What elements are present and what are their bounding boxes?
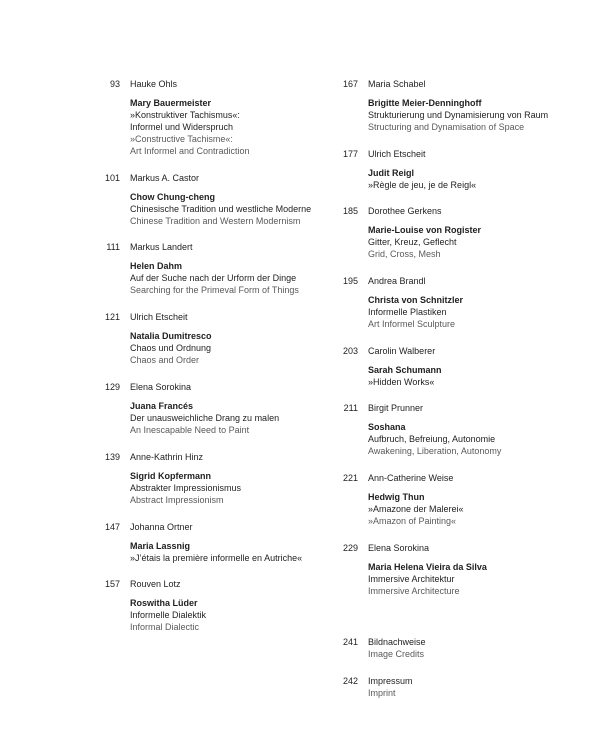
- title-german: »Règle de jeu, je de Reigl«: [368, 179, 477, 190]
- title-german: »J’étais la première informelle en Autriche«: [130, 552, 303, 563]
- artist-name: Hedwig Thun: [368, 491, 425, 502]
- title-german: Auf der Suche nach der Urform der Dinge: [130, 272, 297, 283]
- author-name: Dorothee Gerkens: [368, 206, 442, 216]
- page-number: 211: [343, 403, 358, 413]
- page-number: 195: [342, 276, 358, 286]
- title-german: Strukturierung und Dynamisierung von Raum: [368, 109, 549, 120]
- page-number: 203: [342, 346, 358, 356]
- page-number: 177: [342, 149, 358, 159]
- artist-name: Juana Francés: [130, 400, 194, 411]
- title-english: Chinese Tradition and Western Modernism: [130, 215, 301, 226]
- title-german: Chaos und Ordnung: [130, 342, 212, 353]
- section-title-german: Bildnachweise: [368, 637, 426, 647]
- artist-name: Maria Lassnig: [130, 540, 191, 551]
- title-english: »Amazon of Painting«: [368, 515, 457, 526]
- page-number: 167: [342, 79, 358, 89]
- author-name: Ulrich Etscheit: [368, 149, 426, 159]
- artist-name: Natalia Dumitresco: [130, 330, 212, 341]
- title-english: Grid, Cross, Mesh: [368, 248, 441, 259]
- title-german: Informelle Dialektik: [130, 609, 207, 620]
- artist-name: Sarah Schumann: [368, 364, 442, 375]
- title-german: Gitter, Kreuz, Geflecht: [368, 236, 457, 247]
- page-number: 229: [342, 543, 358, 553]
- title-german: »Konstruktiver Tachismus«:: [130, 109, 240, 120]
- page-number: 101: [104, 173, 120, 183]
- author-name: Anne-Kathrin Hinz: [130, 452, 204, 462]
- section-title-english: Imprint: [368, 688, 396, 698]
- author-name: Johanna Ortner: [130, 522, 193, 532]
- author-name: Carolin Walberer: [368, 346, 436, 356]
- artist-name: Sigrid Kopfermann: [130, 470, 212, 481]
- author-name: Hauke Ohls: [130, 79, 178, 89]
- page-number: 242: [342, 676, 358, 686]
- page-number: 241: [342, 637, 358, 647]
- artist-name: Maria Helena Vieira da Silva: [368, 561, 487, 572]
- title-english: Structuring and Dynamisation of Space: [368, 121, 525, 132]
- title-english: Searching for the Primeval Form of Things: [130, 284, 299, 295]
- artist-name: Soshana: [368, 421, 406, 432]
- page-number: 185: [342, 206, 358, 216]
- page-number: 121: [104, 312, 120, 322]
- title-german: Abstrakter Impressionismus: [130, 482, 242, 493]
- author-name: Markus A. Castor: [130, 173, 200, 183]
- author-name: Ulrich Etscheit: [130, 312, 188, 322]
- title-german: Aufbruch, Befreiung, Autonomie: [368, 433, 496, 444]
- title-english: Art Informel Sculpture: [368, 318, 456, 329]
- author-name: Elena Sorokina: [130, 382, 192, 392]
- artist-name: Mary Bauermeister: [130, 97, 212, 108]
- title-english: Abstract Impressionism: [130, 494, 224, 505]
- title-german: Informel und Widerspruch: [130, 121, 234, 132]
- page-number: 129: [104, 382, 120, 392]
- title-english: Awakening, Liberation, Autonomy: [368, 445, 502, 456]
- author-name: Maria Schabel: [368, 79, 426, 89]
- title-german: Immersive Architektur: [368, 573, 455, 584]
- title-english: Immersive Architecture: [368, 585, 460, 596]
- author-name: Elena Sorokina: [368, 543, 430, 553]
- title-english: »Constructive Tachisme«:: [130, 133, 233, 144]
- title-german: Chinesische Tradition und westliche Moderne: [130, 203, 312, 214]
- title-english: Art Informel and Contradiction: [130, 145, 250, 156]
- author-name: Andrea Brandl: [368, 276, 426, 286]
- page-number: 157: [104, 579, 120, 589]
- section-title-english: Image Credits: [368, 649, 425, 659]
- artist-name: Christa von Schnitzler: [368, 294, 464, 305]
- artist-name: Helen Dahm: [130, 260, 183, 271]
- author-name: Rouven Lotz: [130, 579, 181, 589]
- page-number: 93: [109, 79, 120, 89]
- page-number: 147: [104, 522, 120, 532]
- author-name: Birgit Prunner: [368, 403, 424, 413]
- artist-name: Marie-Louise von Rogister: [368, 224, 482, 235]
- author-name: Ann-Catherine Weise: [368, 473, 454, 483]
- section-title-german: Impressum: [368, 676, 413, 686]
- title-german: »Hidden Works«: [368, 376, 435, 387]
- page-number: 111: [106, 242, 120, 252]
- title-german: Der unausweichliche Drang zu malen: [130, 412, 280, 423]
- title-english: Chaos and Order: [130, 354, 200, 365]
- artist-name: Chow Chung-cheng: [130, 191, 215, 202]
- page-number: 221: [342, 473, 358, 483]
- title-german: »Amazone der Malerei«: [368, 503, 464, 514]
- author-name: Markus Landert: [130, 242, 193, 252]
- title-english: Informal Dialectic: [130, 621, 200, 632]
- title-german: Informelle Plastiken: [368, 306, 447, 317]
- title-english: An Inescapable Need to Paint: [130, 424, 250, 435]
- page-number: 139: [104, 452, 120, 462]
- artist-name: Brigitte Meier-Denninghoff: [368, 97, 482, 108]
- artist-name: Roswitha Lüder: [130, 597, 198, 608]
- artist-name: Judit Reigl: [368, 167, 415, 178]
